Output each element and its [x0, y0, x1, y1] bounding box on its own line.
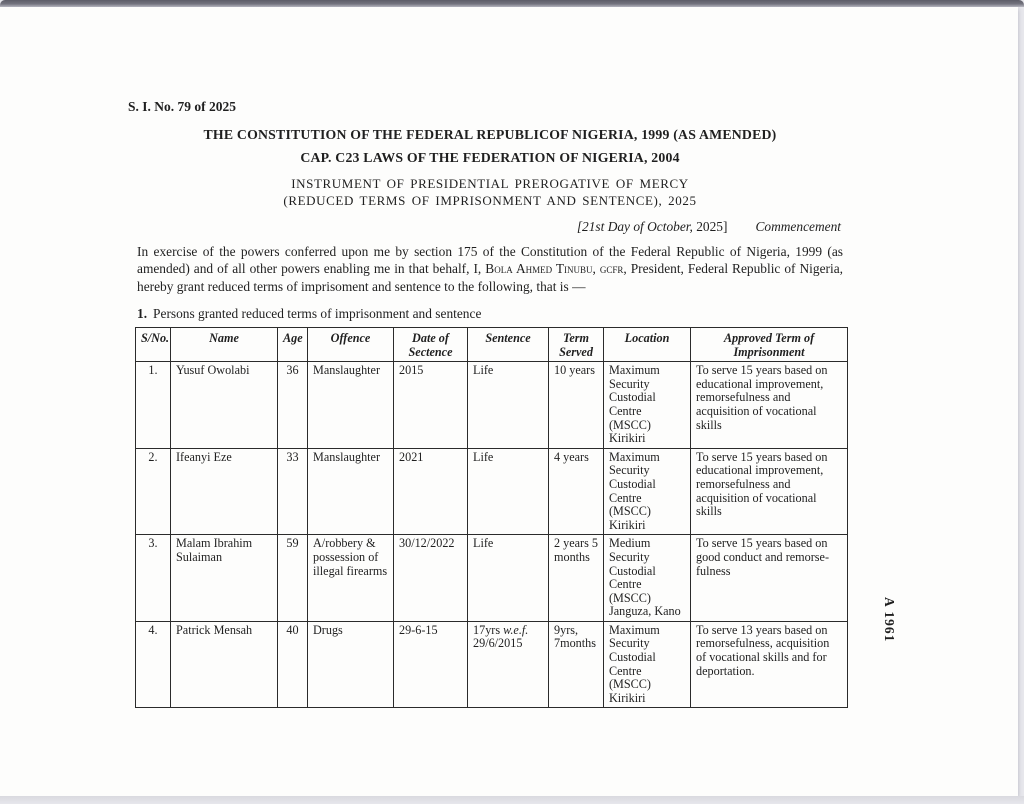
cell-location: Maximum Security Custodial Centre (MSCC) Kirikiri — [604, 448, 691, 535]
cell-age: 33 — [278, 448, 308, 535]
commencement-date-italic: [21st Day of October, — [576, 219, 693, 234]
header-cell-age: Age — [278, 328, 308, 362]
cell-sno: 4. — [136, 621, 171, 708]
header-cell-name: Name — [171, 328, 278, 362]
header-cell-approved: Approved Term of Imprisonment — [691, 328, 848, 362]
doc-subtitle-line1: INSTRUMENT OF PRESIDENTIAL PREROGATIVE OF MERCY — [291, 176, 689, 191]
cell-term: 9yrs, 7months — [549, 621, 604, 708]
cell-offence: Manslaughter — [308, 362, 394, 449]
header-cell-date: Date of Sectence — [394, 328, 468, 362]
header-cell-offence: Offence — [308, 328, 394, 362]
cell-date: 2021 — [394, 448, 468, 535]
section-title: Persons granted reduced terms of imprisonment and sentence — [153, 306, 482, 321]
prisoners-table — [135, 327, 848, 708]
header-cell-sentence: Sentence — [468, 328, 549, 362]
photo-top-edge — [0, 0, 1024, 7]
header-cell-sno: S/No. — [136, 328, 171, 362]
table-row — [136, 362, 848, 449]
document-page — [0, 7, 1018, 796]
cell-sentence — [468, 621, 549, 708]
cell-name: Ifeanyi Eze — [171, 448, 278, 535]
cell-sentence: Life — [468, 362, 549, 449]
table-row — [136, 448, 848, 535]
cell-sno: 2. — [136, 448, 171, 535]
doc-title-line2: CAP. C23 LAWS OF THE FEDERATION OF NIGERIA, 2004 — [300, 150, 680, 165]
cell-offence: Manslaughter — [308, 448, 394, 535]
sentence-post: 29/6/2015 — [473, 636, 523, 651]
cell-name: Malam Ibrahim Sulaiman — [171, 535, 278, 622]
header-cell-location: Location — [604, 328, 691, 362]
preamble-paragraph — [137, 243, 843, 295]
cell-term: 10 years — [549, 362, 604, 449]
section-heading — [137, 306, 481, 322]
cell-age: 59 — [278, 535, 308, 622]
cell-offence: A/robbery & possession of illegal firearms — [308, 535, 394, 622]
cell-location: Maximum Security Custodial Centre (MSCC) Kirikiri — [604, 621, 691, 708]
cell-approved: To serve 15 years based on good conduct and remorsefulness — [691, 535, 848, 622]
cell-approved: To serve 15 years based on educational improvement, remorsefulness and acquisition of vocational skills — [691, 448, 848, 535]
cell-sno: 1. — [136, 362, 171, 449]
header-cell-term: Term Served — [549, 328, 604, 362]
table-row — [136, 535, 848, 622]
cell-location: Maximum Security Custodial Centre (MSCC) Kirikiri — [604, 362, 691, 449]
cell-age: 40 — [278, 621, 308, 708]
cell-approved: To serve 15 years based on educational improvement, remorsefulness and acquisition of vocational skills — [691, 362, 848, 449]
cell-sentence: Life — [468, 448, 549, 535]
cell-offence: Drugs — [308, 621, 394, 708]
cell-term: 2 years 5 months — [549, 535, 604, 622]
cell-location: Medium Security Custodial Centre (MSCC) Janguza, Kano — [604, 535, 691, 622]
cell-age: 36 — [278, 362, 308, 449]
cell-approved: To serve 13 years based on remorsefulness, acquisition of vocational skills and for deportation. — [691, 621, 848, 708]
cell-term: 4 years — [549, 448, 604, 535]
sentence-wef: w.e.f. — [503, 622, 529, 637]
commencement-label: Commencement — [755, 219, 841, 234]
preamble-part2: , President, Federal Republic of Nigeria, hereby grant reduced terms of imprisoment and sentence to the following, that is — — [137, 261, 844, 294]
doc-subtitle-line2: (REDUCED TERMS OF IMPRISONMENT AND SENTENCE), 2025 — [283, 193, 697, 208]
cell-date: 30/12/2022 — [394, 535, 468, 622]
doc-title-line1: THE CONSTITUTION OF THE FEDERAL REPUBLICOF NIGERIA, 1999 (AS AMENDED) — [203, 127, 777, 142]
commencement-row — [135, 219, 841, 235]
table-header-row — [136, 328, 848, 362]
photo-bottom-edge — [0, 796, 1024, 804]
si-number: S. I. No. 79 of 2025 — [128, 99, 237, 114]
cell-date: 29-6-15 — [394, 621, 468, 708]
table-row — [136, 621, 848, 708]
section-number: 1. — [137, 306, 148, 321]
president-name: Bola Ahmed Tinubu, gcfr — [485, 261, 624, 277]
cell-sno: 3. — [136, 535, 171, 622]
preamble-part1: In exercise of the powers conferred upon me by section 175 of the Constitution of the Federal Republic of Nigeria, 1999 (as amended) and of all other powers enabling me in that behalf, I, — [137, 244, 843, 277]
margin-page-number: A 1961 — [882, 597, 897, 643]
commencement-date — [577, 219, 728, 235]
cell-name: Yusuf Owolabi — [171, 362, 278, 449]
sentence-pre: 17yrs — [473, 622, 501, 637]
cell-name: Patrick Mensah — [171, 621, 278, 708]
cell-date: 2015 — [394, 362, 468, 449]
commencement-date-year: 2025] — [696, 219, 728, 234]
cell-sentence: Life — [468, 535, 549, 622]
